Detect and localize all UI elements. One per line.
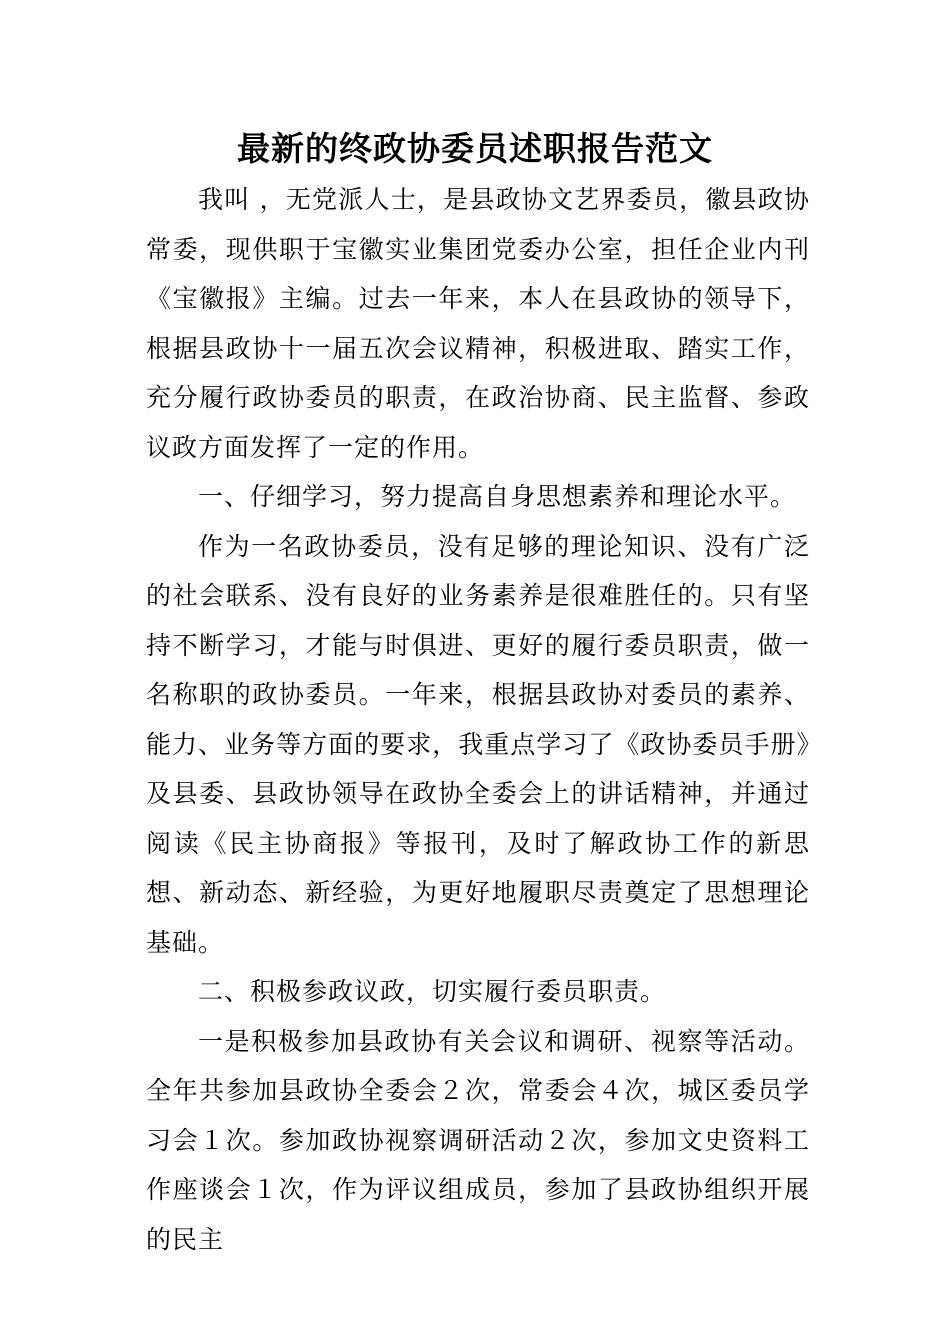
paragraph-intro: 我叫 ，无党派人士，是县政协文艺界委员，徽县政协常委，现供职于宝徽实业集团党委办公室，担任企业内刊《宝徽报》主编。过去一年来，本人在县政协的领导下，根据县政协十一届五次会议精神，积极进取、踏实工作，充分履行政协委员的职责，在政治协商、民主监督、参政议政方面发挥了一定的作用。 [146, 185, 810, 462]
paragraph-study: 作为一名政协委员，没有足够的理论知识、没有广泛的社会联系、没有良好的业务素养是很难胜任的。只有坚持不断学习，才能与时俱进、更好的履行委员职责，做一名称职的政协委员。一年来，根据县政协对委员的素养、能力、业务等方面的要求，我重点学习了《政协委员手册》及县委、县政协领导在政协全委会上的讲话精神，并通过阅读《民主协商报》等报刊，及时了解政协工作的新思想、新动态、新经验，为更好地履职尽责奠定了思想理论基础。 [146, 531, 810, 957]
section-heading-2: 二、积极参政议政，切实履行委员职责。 [198, 977, 667, 1006]
paragraph-activities: 一是积极参加县政协有关会议和调研、视察等活动。全年共参加县政协全委会２次，常委会４次，城区委员学习会１次。参加政协视察调研活动２次，参加文史资料工作座谈会１次，作为评议组成员，参加了县政协组织开展的民主 [146, 1026, 810, 1254]
document-body [146, 175, 810, 1264]
section-heading-1: 一、仔细学习，努力提高自身思想素养和理论水平。 [198, 482, 797, 511]
document-title: 最新的终政协委员述职报告范文 [237, 129, 713, 168]
